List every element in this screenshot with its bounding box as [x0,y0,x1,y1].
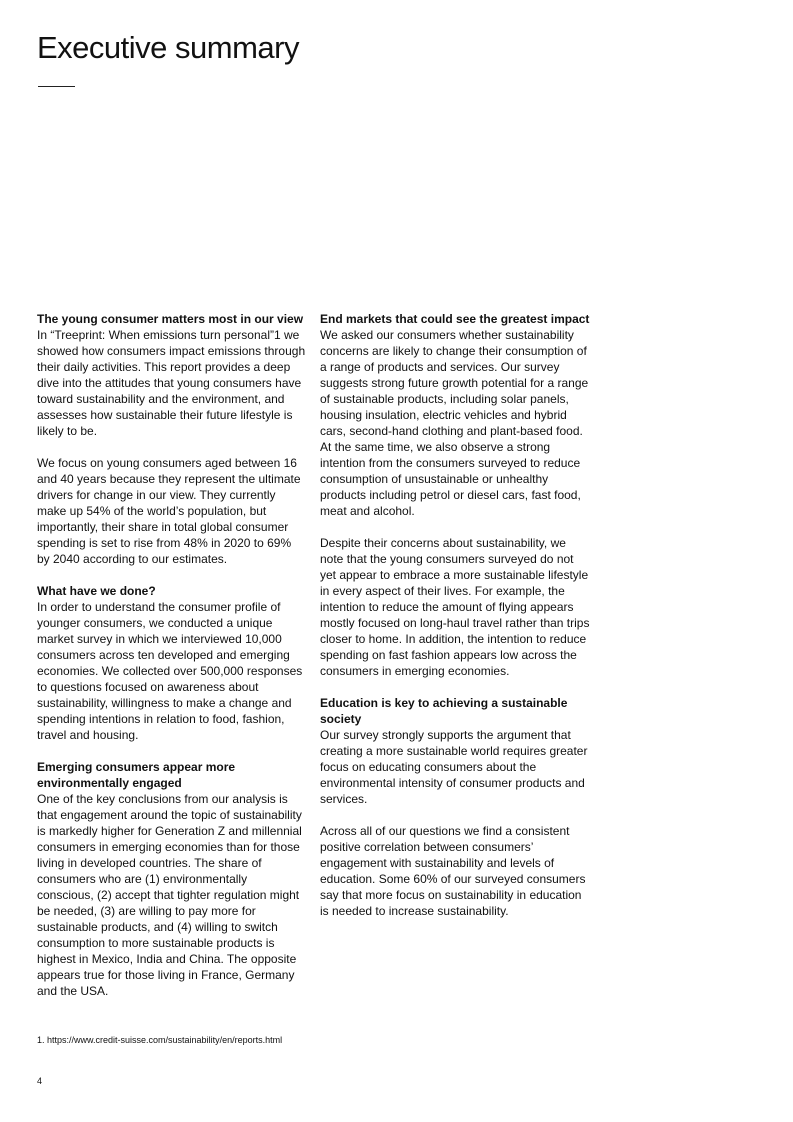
section-paragraph: One of the key conclusions from our analysis is that engagement around the topic of sustainability is markedly higher for Generation Z and millennial consumers in emerging economies than for those living in developed countries. The share of consumers who are (1) environmentally conscious, (2) accept that tighter regulation might be needed, (3) are willing to pay more for sustainable products, and (4) willing to switch consumption to more sustainable products is highest in Mexico, India and China. The opposite appears true for those living in France, Germany and the USA. [37,792,302,998]
section-paragraph: We asked our consumers whether sustainability concerns are likely to change their consumption of a range of products and services. Our survey suggests strong future growth potential for a range of sustainable products, including solar panels, housing insulation, electric vehicles and hybrid cars, second-hand clothing and plant-based food. At the same time, we also observe a strong intention from the consumers surveyed to reduce consumption of unsustainable or unhealthy products including petrol or diesel cars, fast food, meat and alcohol. [320,328,589,518]
section-paragraph: In “Treeprint: When emissions turn personal”1 we showed how consumers impact emissions through their daily activities. This report provides a deep dive into the attitudes that young consumers have toward sustainability and the environment, and assesses how sustainable their future lifestyle is likely to be. [37,328,306,438]
section-paragraph: Across all of our questions we find a consistent positive correlation between consumers’ engagement with sustainability and levels of education. Some 60% of our surveyed consumers say that more focus on sustainability in education is needed to increase sustainability. [320,824,586,918]
title-underline-divider [38,86,75,87]
section-paragraph: Our survey strongly supports the argument that creating a more sustainable world requires greater focus on educating consumers about the environmental intensity of consumer products and services. [320,728,588,806]
section-heading: The young consumer matters most in our view [37,312,304,326]
section-paragraph: We focus on young consumers aged between 16 and 40 years because they represent the ultimate drivers for change in our view. They currently make up 54% of the world’s population, but importantly, their share in total global consumer spending is set to rise from 48% in 2020 to 69% by 2040 according to our estimates. [37,456,301,566]
section-heading: Emerging consumers appear more environmentally engaged [37,760,236,790]
page-title: Executive summary [37,30,299,65]
left-column [37,311,307,1015]
section-heading: End markets that could see the greatest impact [320,312,590,326]
section-education [320,695,590,919]
section-paragraph: Despite their concerns about sustainability, we note that the young consumers surveyed do not yet appear to embrace a more sustainable lifestyle in every aspect of their lives. For example, the intention to reduce the amount of flying appears mostly focused on long-haul travel rather than trips closer to home. In addition, the intention to reduce spending on fast fashion appears low across the consumers in emerging economies. [320,536,590,678]
page-number: 4 [37,1076,43,1086]
section-young-consumer [37,311,307,567]
right-column [320,311,590,935]
section-emerging-consumers [37,759,307,999]
section-what-have-we-done [37,583,307,743]
section-end-markets [320,311,590,679]
section-paragraph: In order to understand the consumer profile of younger consumers, we conducted a unique market survey in which we interviewed 10,000 consumers across ten developed and emerging economies. We collected over 500,000 responses to questions focused on awareness about sustainability, willingness to make a change and spending intentions in relation to food, fashion, travel and housing. [37,600,303,742]
footnote: 1. https://www.credit-suisse.com/sustainability/en/reports.html [37,1035,283,1045]
section-heading: Education is key to achieving a sustainable society [320,696,568,726]
section-heading: What have we done? [37,584,156,598]
